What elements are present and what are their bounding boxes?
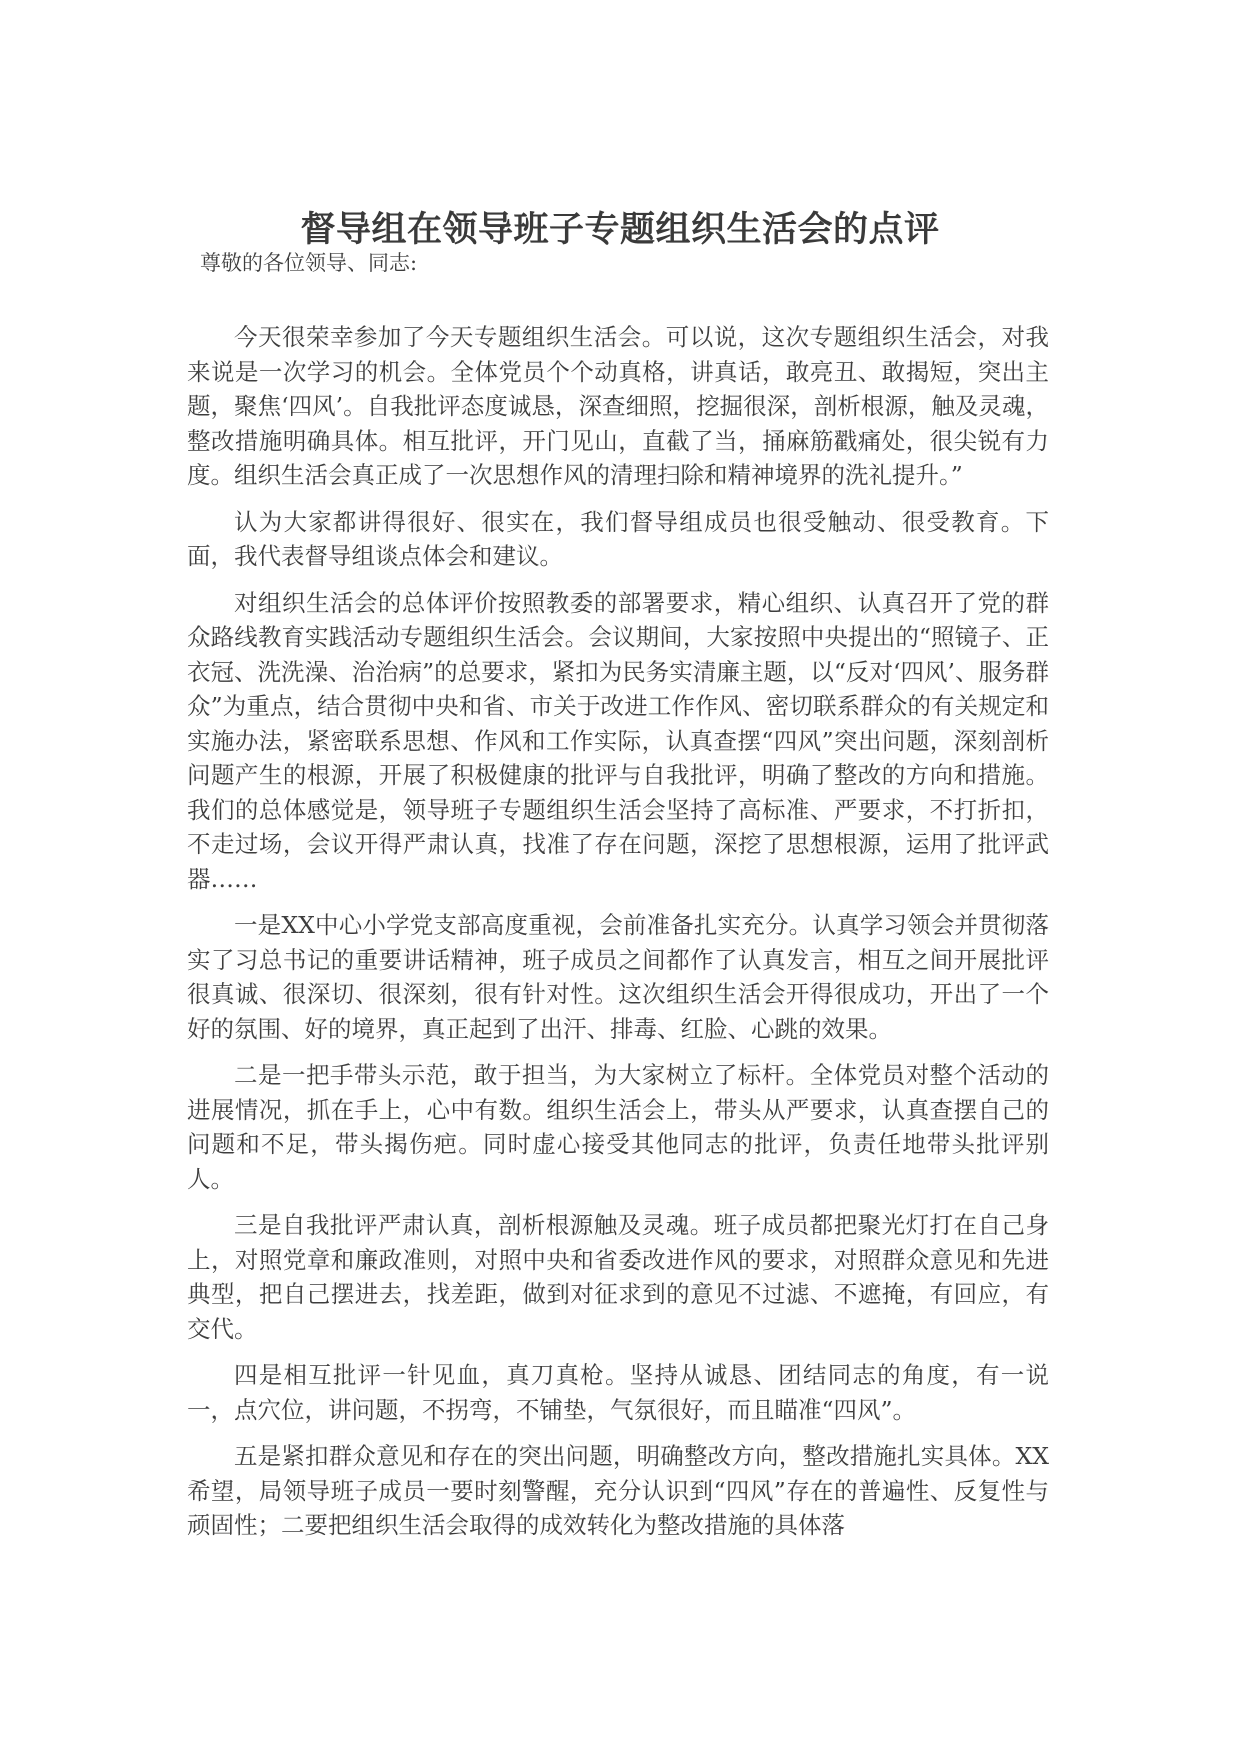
paragraph: 二是一把手带头示范，敢于担当，为大家树立了标杆。全体党员对整个活动的进展情况，抓在手上，心中有数。组织生活会上，带头从严要求，认真查摆自己的问题和不足，带头揭伤疤。同时虚心接受其他同志的批评，负责任地带头批评别人。 [187,1061,1049,1193]
paragraph: 今天很荣幸参加了今天专题组织生活会。可以说，这次专题组织生活会，对我来说是一次学习的机会。全体党员个个动真格，讲真话，敢亮丑、敢揭短，突出主题，聚焦‘四风’。自我批评态度诚恳，深查细照，挖掘很深，剖析根源，触及灵魂，整改措施明确具体。相互批评，开门见山，直截了当，捅麻筋戳痛处，很尖锐有力度。组织生活会真正成了一次思想作风的清理扫除和精神境界的洗礼提升。” [187,323,1049,489]
salutation: 尊敬的各位领导、同志: [200,251,418,275]
paragraph: 对组织生活会的总体评价按照教委的部署要求，精心组织、认真召开了党的群众路线教育实践活动专题组织生活会。会议期间，大家按照中央提出的“照镜子、正衣冠、洗洗澡、治治病”的总要求，紧扣为民务实清廉主题，以“反对‘四风’、服务群众”为重点，结合贯彻中央和省、市关于改进工作作风、密切联系群众的有关规定和实施办法，紧密联系思想、作风和工作实际，认真查摆“四风”突出问题，深刻剖析问题产生的根源，开展了积极健康的批评与自我批评，明确了整改的方向和措施。我们的总体感觉是，领导班子专题组织生活会坚持了高标准、严要求，不打折扣，不走过场，会议开得严肃认真，找准了存在问题，深挖了思想根源，运用了批评武器…… [187,588,1049,893]
paragraph: 三是自我批评严肃认真，剖析根源触及灵魂。班子成员都把聚光灯打在自己身上，对照党章和廉政准则，对照中央和省委改进作风的要求，对照群众意见和先进典型，把自己摆进去，找差距，做到对征求到的意见不过滤、不遮掩，有回应，有交代。 [187,1211,1049,1343]
document-title: 督导组在领导班子专题组织生活会的点评 [300,210,940,250]
paragraph: 认为大家都讲得很好、很实在，我们督导组成员也很受触动、很受教育。下面，我代表督导组谈点体会和建议。 [187,507,1049,570]
paragraph: 四是相互批评一针见血，真刀真枪。坚持从诚恳、团结同志的角度，有一说一，点穴位，讲问题，不拐弯，不铺垫，气氛很好，而且瞄准“四风”。 [187,1361,1049,1424]
document-body [187,320,1049,1555]
paragraph: 五是紧扣群众意见和存在的突出问题，明确整改方向，整改措施扎实具体。XX希望，局领导班子成员一要时刻警醒，充分认识到“四风”存在的普遍性、反复性与顽固性；二要把组织生活会取得的成效转化为整改措施的具体落 [187,1442,1049,1539]
paragraph: 一是XX中心小学党支部高度重视，会前准备扎实充分。认真学习领会并贯彻落实了习总书记的重要讲话精神，班子成员之间都作了认真发言，相互之间开展批评很真诚、很深切、很深刻，很有针对性。这次组织生活会开得很成功，开出了一个好的氛围、好的境界，真正起到了出汗、排毒、红脸、心跳的效果。 [187,911,1049,1043]
